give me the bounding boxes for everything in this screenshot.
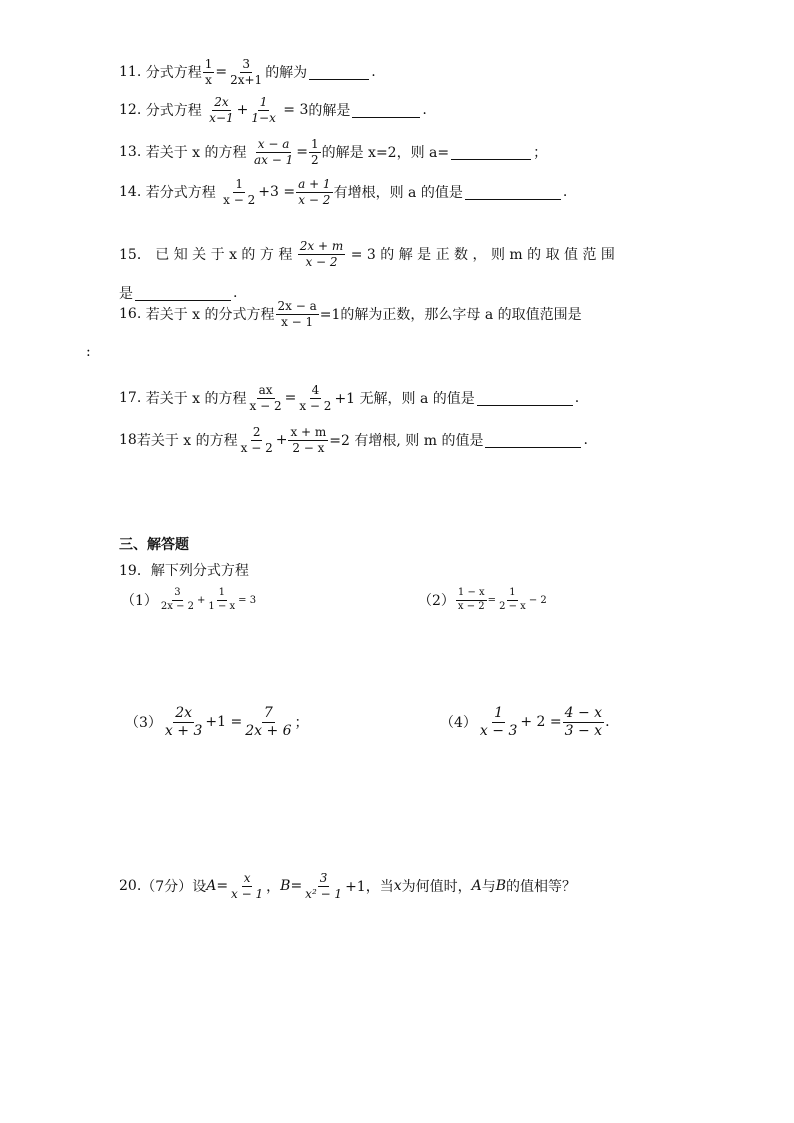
q19-p3-fraction-1: $\frac{2x}{x + 3}$: [164, 705, 203, 739]
q18-fraction-2: $\frac{x + m}{2 - x}$: [290, 425, 327, 455]
section-title: 三、解答题: [119, 537, 189, 553]
question-15: 15． 已 知 关 于 x 的 方 程 $\frac{2x + m}{x - 2}$ = 3 的 解 是 正 数 ， 则 m 的 取 值 范 围: [119, 239, 615, 269]
q19-p2-fraction-1: $\frac{1 - x}{x - 2}$: [457, 587, 485, 612]
q16-fraction-1: $\frac{2x - a}{x - 1}$: [277, 299, 317, 329]
q13-answer-blank[interactable]: [451, 145, 531, 160]
question-18: 18 若关于 x 的方程 $\frac{2}{x - 2}$ + $\frac{x + m}{2 - x}$ =2 有增根, 则 m 的值是 .: [119, 425, 588, 455]
question-13: 13. 若关于 x 的方程 $\frac{x - a}{ax - 1}$ = $\frac{1}{2}$ 的解是 x=2，则 a= ；: [119, 137, 548, 167]
q11-answer-blank[interactable]: [309, 65, 369, 80]
q15-answer-blank[interactable]: [135, 286, 231, 301]
q17-answer-blank[interactable]: [477, 391, 573, 406]
q19-p4-fraction-1: $\frac{1}{x - 3}$: [479, 705, 518, 739]
q14-answer-blank[interactable]: [465, 185, 561, 200]
q14-fraction-2: $\frac{a + 1}{x - 2}$: [298, 177, 331, 207]
q12-fraction-1: $\frac{2x}{x-1}$: [209, 95, 234, 125]
q17-fraction-1: $\frac{ax}{x - 2}$: [249, 383, 282, 413]
q19-p2-fraction-2: $\frac{1}{2 - x}$: [499, 587, 526, 612]
q17-fraction-2: $\frac{4}{x - 2}$: [299, 383, 332, 413]
q12-fraction-2: $\frac{1}{1-x}$: [251, 95, 276, 125]
question-17: 17. 若关于 x 的方程 $\frac{ax}{x - 2}$ = $\frac{4}{x - 2}$ +1 无解，则 a 的值是 .: [119, 383, 580, 413]
question-16: 16. 若关于 x 的分式方程 $\frac{2x - a}{x - 1}$ =1的解为正数，那么字母 a 的取值范围是: [119, 299, 582, 329]
q19-part-1: （1） $\frac{3}{2x - 2}$ + $\frac{1}{1 - x}$ = 3: [121, 587, 257, 612]
q11-fraction-1: $\frac{1}{x}$: [204, 57, 213, 87]
q19-p4-fraction-2: $\frac{4 - x}{3 - x}$: [564, 705, 603, 739]
question-20: 20. （7分） 设 A = $\frac{x}{x - 1}$ ， B = $\frac{3}{\text{x² − 1}}$ +1，当 x 为何值时， A 与 B 的值相等？: [119, 871, 577, 901]
q19-p3-fraction-2: $\frac{7}{2x + 6}$: [245, 705, 292, 739]
q13-fraction-1: $\frac{x - a}{ax - 1}$: [253, 137, 294, 167]
question-19-title: 19．解下列分式方程: [119, 563, 249, 579]
q19-p1-fraction-1: $\frac{3}{2x - 2}$: [160, 587, 195, 612]
question-12: 12. 分式方程 $\frac{2x}{x-1}$ + $\frac{1}{1-x}$ = 3 的解是 .: [119, 95, 427, 125]
q13-fraction-2: $\frac{1}{2}$: [310, 137, 319, 167]
q20-fraction-b: $\frac{3}{\text{x² − 1}}$: [305, 871, 343, 901]
q11-number: 11.: [119, 64, 142, 81]
q19-p1-fraction-2: $\frac{1}{1 - x}$: [208, 587, 236, 612]
question-11: 11. 分式方程 $\frac{1}{x}$ = $\frac{3}{2x+1}$ 的解为 .: [119, 57, 376, 87]
q12-answer-blank[interactable]: [352, 103, 420, 118]
q14-fraction-1: $\frac{1}{x - 2}$: [223, 177, 256, 207]
q15-fraction-1: $\frac{2x + m}{x - 2}$: [299, 239, 344, 269]
question-14: 14. 若分式方程 $\frac{1}{x - 2}$ +3 = $\frac{a + 1}{x - 2}$ 有增根，则 a 的值是 .: [119, 177, 568, 207]
q18-fraction-1: $\frac{2}{x - 2}$: [240, 425, 273, 455]
question-15-continued: 是 .: [119, 285, 238, 302]
q18-answer-blank[interactable]: [485, 433, 581, 448]
q11-fraction-2: $\frac{3}{2x+1}$: [230, 57, 263, 87]
q19-part-2: （2） $\frac{1 - x}{x - 2}$ = $\frac{1}{2 - x}$ − 2: [418, 587, 547, 612]
question-16-tail: :: [86, 344, 91, 360]
q19-part-4: （4） $\frac{1}{x - 3}$ + 2 = $\frac{4 - x}{3 - x}$ .: [440, 705, 610, 739]
q20-fraction-a: $\frac{x}{x - 1}$: [231, 871, 264, 901]
q19-part-3: （3） $\frac{2x}{x + 3}$ +1 = $\frac{7}{2x + 6}$ ；: [125, 705, 309, 739]
